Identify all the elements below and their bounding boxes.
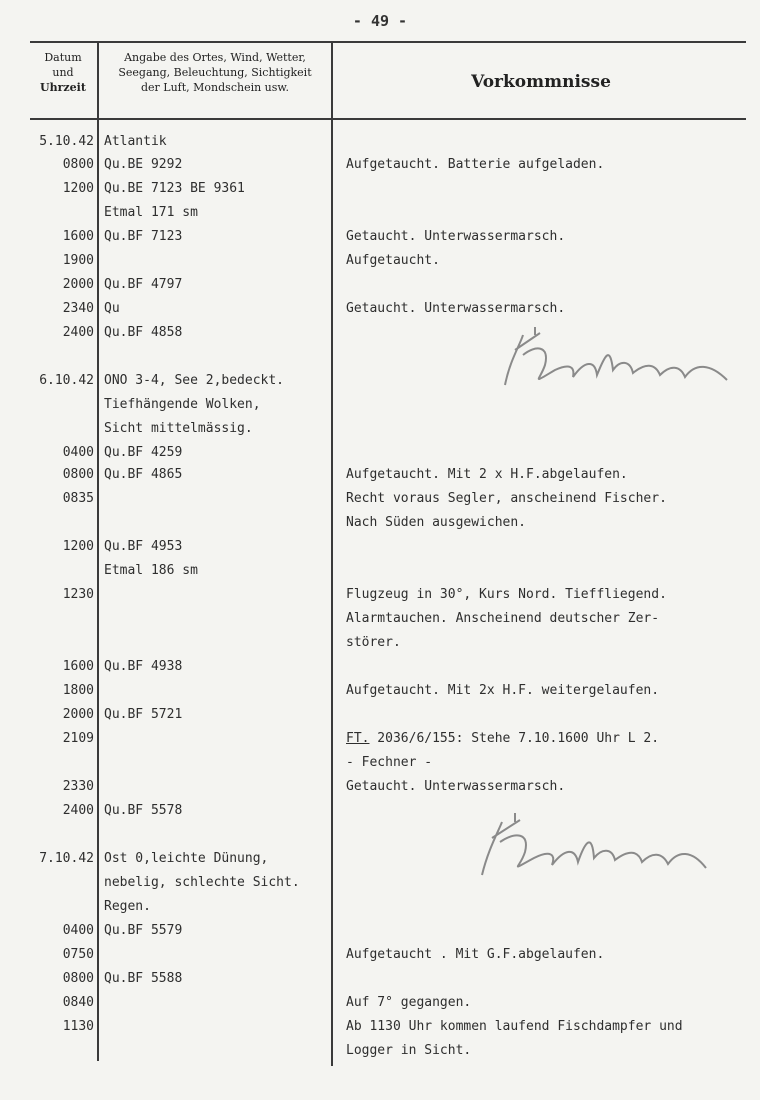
entry-event-text: - Fechner - — [346, 755, 433, 770]
entry-time: 1200 — [62, 539, 94, 554]
header-events: Vorkommnisse — [471, 72, 611, 92]
signature-2 — [470, 810, 710, 885]
entry-time: 1130 — [62, 1019, 94, 1034]
entry-location: Qu.BE 7123 BE 9361 — [104, 181, 245, 196]
entry-time: 0750 — [62, 947, 94, 962]
entry-location: Qu.BF 4865 — [104, 467, 183, 482]
entry-event — [346, 587, 667, 603]
entry-time: 2400 — [62, 325, 94, 340]
entry-time: 2340 — [62, 301, 94, 316]
entry-event — [346, 731, 659, 747]
entry-event — [346, 611, 659, 627]
entry-event — [346, 491, 667, 507]
entry-time: 0800 — [62, 467, 94, 482]
entry-location: Qu.BF 4259 — [104, 445, 183, 460]
entry-event-text: Logger in Sicht. — [346, 1043, 472, 1058]
entry-location: Tiefhängende Wolken, — [104, 397, 261, 412]
entry-event — [346, 467, 628, 483]
entry-event-text: Aufgetaucht. Batterie aufgeladen. — [346, 157, 605, 172]
entry-event-text: Ab 1130 Uhr kommen laufend Fischdampfer und — [346, 1019, 683, 1034]
entry-event — [346, 301, 565, 317]
entry-event-text: Getaucht. Unterwassermarsch. — [346, 779, 566, 794]
entry-location: Qu.BF 5588 — [104, 971, 183, 986]
page-number: - 49 - — [352, 12, 408, 30]
entry-event-text: Aufgetaucht. Mit 2x H.F. weitergelaufen. — [346, 683, 660, 698]
entry-time: 1200 — [62, 181, 94, 196]
signature-1 — [495, 325, 735, 395]
entry-location: Qu.BF 7123 — [104, 229, 183, 244]
entry-event — [346, 515, 526, 531]
entry-location: Ost 0,leichte Dünung, — [104, 851, 269, 866]
entry-event-text: 2036/6/155: Stehe 7.10.1600 Uhr L 2. — [369, 731, 660, 746]
entry-location: Etmal 171 sm — [104, 205, 198, 220]
entry-event-text: Getaucht. Unterwassermarsch. — [346, 229, 566, 244]
entry-time: 1600 — [62, 659, 94, 674]
entry-location: ONO 3-4, See 2,bedeckt. — [104, 373, 285, 388]
entry-event-text: Recht voraus Segler, anscheinend Fischer. — [346, 491, 667, 506]
header-date-line: Datum — [44, 51, 82, 64]
entry-time: 2330 — [62, 779, 94, 794]
header-rule — [30, 118, 746, 120]
entry-location: Qu — [104, 301, 120, 316]
entry-location: Qu.BF 5721 — [104, 707, 183, 722]
entry-event-text: Auf 7° gegangen. — [346, 995, 472, 1010]
entry-time: 7.10.42 — [39, 851, 94, 866]
entry-event-text: Aufgetaucht. — [346, 253, 440, 268]
entry-location: Regen. — [104, 899, 151, 914]
entry-event-text: Nach Süden ausgewichen. — [346, 515, 527, 530]
entry-event-text: störer. — [346, 635, 401, 650]
entry-event-text: Alarmtauchen. Anscheinend deutscher Zer- — [346, 611, 660, 626]
entry-event-text: Aufgetaucht . Mit G.F.abgelaufen. — [346, 947, 605, 962]
header-location — [100, 50, 330, 95]
entry-location: Qu.BF 4953 — [104, 539, 183, 554]
entry-event — [346, 779, 565, 795]
entry-event — [346, 683, 659, 699]
radio-message-prefix: FT. — [346, 731, 370, 746]
header-location-line-3: der Luft, Mondschein usw. — [140, 81, 290, 94]
column-divider-2 — [331, 41, 333, 1066]
entry-time: 1600 — [62, 229, 94, 244]
entry-time: 1900 — [62, 253, 94, 268]
header-time-line: Uhrzeit — [40, 81, 86, 94]
top-rule — [30, 41, 746, 43]
entry-time: 1230 — [62, 587, 94, 602]
entry-location: Qu.BE 9292 — [104, 157, 183, 172]
entry-event-text: Aufgetaucht. Mit 2 x H.F.abgelaufen. — [346, 467, 628, 482]
header-date-time — [30, 50, 96, 95]
entry-event — [346, 229, 565, 245]
entry-time: 2109 — [62, 731, 94, 746]
entry-time: 5.10.42 — [39, 134, 94, 149]
entry-event-text: Getaucht. Unterwassermarsch. — [346, 301, 566, 316]
entry-event — [346, 1043, 471, 1059]
entry-location: Qu.BF 4938 — [104, 659, 183, 674]
entry-event-text: Flugzeug in 30°, Kurs Nord. Tieffliegend. — [346, 587, 667, 602]
entry-location: Sicht mittelmässig. — [104, 421, 253, 436]
header-location-line-2: Seegang, Beleuchtung, Sichtigkeit — [118, 66, 312, 79]
entry-time: 2000 — [62, 277, 94, 292]
entry-location: nebelig, schlechte Sicht. — [104, 875, 300, 890]
header-und-line: und — [52, 66, 74, 79]
entry-time: 0800 — [62, 971, 94, 986]
entry-time: 2400 — [62, 803, 94, 818]
column-divider-1 — [97, 41, 99, 1061]
entry-event — [346, 157, 604, 173]
entry-event — [346, 635, 401, 651]
entry-location: Qu.BF 4797 — [104, 277, 183, 292]
header-location-line-1: Angabe des Ortes, Wind, Wetter, — [124, 51, 306, 64]
entry-time: 6.10.42 — [39, 373, 94, 388]
entry-event — [346, 1019, 683, 1035]
entry-time: 1800 — [62, 683, 94, 698]
entry-time: 0800 — [62, 157, 94, 172]
entry-time: 0835 — [62, 491, 94, 506]
entry-time: 0400 — [62, 923, 94, 938]
entry-event — [346, 755, 432, 771]
entry-time: 0400 — [62, 445, 94, 460]
entry-location: Qu.BF 4858 — [104, 325, 183, 340]
entry-event — [346, 253, 440, 269]
entry-event — [346, 995, 471, 1011]
entry-location: Etmal 186 sm — [104, 563, 198, 578]
entry-location: Qu.BF 5579 — [104, 923, 183, 938]
entry-event — [346, 947, 604, 963]
entry-time: 2000 — [62, 707, 94, 722]
entry-location: Atlantik — [104, 134, 167, 149]
entry-time: 0840 — [62, 995, 94, 1010]
entry-location: Qu.BF 5578 — [104, 803, 183, 818]
